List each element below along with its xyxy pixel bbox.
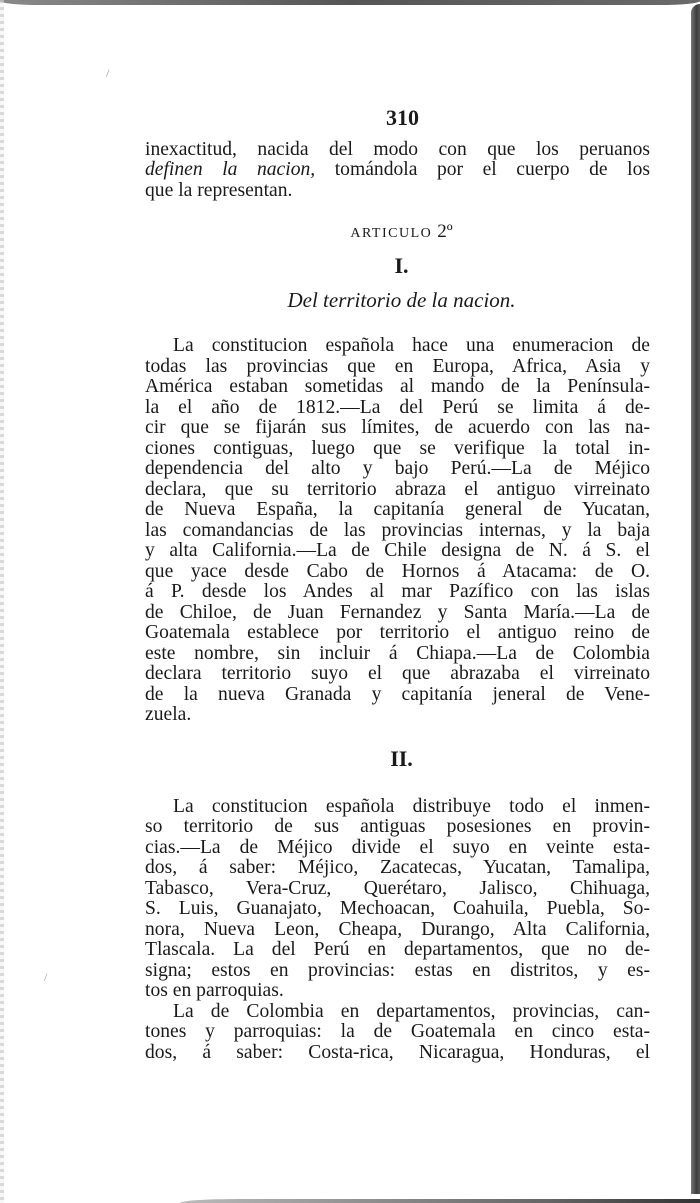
text-line: Tlascala. La del Perú en departamentos, que no de- [145,939,650,960]
scan-top-edge [0,0,700,5]
text-line: las comandancias de las provincias internas, y la baja [145,519,650,541]
intro-paragraph [145,140,650,202]
italic-phrase: definen la nacion, [145,159,316,180]
article-heading: ARTICULO 2º [350,221,453,242]
text-line: la el año de 1812.—La del Perú se limita á de- [145,396,650,418]
text-line: La constitucion española distribuye todo el inmen- [173,795,650,817]
text-line: La constitucion española hace una enumeracion de [173,335,650,356]
scan-right-edge [691,4,700,1194]
text-line: dos, á saber: Costa-rica, Nicaragua, Honduras, el [145,1041,650,1063]
text-line: que yace desde Cabo de Hornos á Atacama: de O. [145,560,650,582]
text-line: definen la nacion, tomándola por el cuerpo de los [145,159,651,180]
pencil-mark: / [106,66,110,80]
text-line: Goatemala establece por territorio el antiguo reino de [145,622,650,643]
text-line: declara territorio suyo el que abrazaba el virreinato [145,663,650,684]
text-line: so territorio de sus antiguas posesiones en provin- [145,816,650,837]
section-title: Del territorio de la nacion. [287,288,516,312]
text-line: América estaban sometidas al mando de la Península- [145,376,650,397]
text-line: tos en parroquias. [145,980,284,1001]
text-line: de Nueva España, la capitanía general de Yucatan, [145,499,650,520]
text-line: dos, á saber: Méjico, Zacatecas, Yucatan, Tamalipa, [145,857,650,878]
text-line: que la representan. [145,179,293,201]
text-line: cir que se fijarán sus límites, de acuerdo con las na- [145,417,650,438]
section-two-paragraph-two [145,1002,650,1064]
text-line: S. Luis, Guanajato, Mechoacan, Coahuila, Puebla, So- [145,898,650,919]
text-line: Tabasco, Vera-Cruz, Querétaro, Jalisco, Chihuaga, [145,877,650,899]
text-line: este nombre, sin incluir á Chiapa.—La de Colombia [145,642,650,664]
text-line: de la nueva Granada y capitanía jeneral de Vene- [145,683,650,705]
text-line: dependencia del alto y bajo Perú.—La de Méjico [145,458,650,479]
section-numeral-one: I. [394,253,409,278]
text-line: inexactitud, nacida del modo con que los peruanos [145,138,650,160]
section-one-paragraph [145,336,650,726]
text-line: y alta California.—La de Chile designa de N. á S. el [145,540,650,561]
scan-left-edge [0,0,4,1203]
text-line: tones y parroquias: la de Goatemala en cinco esta- [145,1021,650,1042]
pencil-mark: / [44,970,48,984]
section-numeral-two: II. [390,745,413,771]
text-line: La de Colombia en departamentos, provincias, can- [173,1000,650,1022]
text-line: cias.—La de Méjico divide el suyo en veinte esta- [145,836,650,858]
book-page [145,105,651,1063]
text-line: zuela. [145,704,192,725]
text-line: nora, Nueva Leon, Cheapa, Durango, Alta California, [145,918,650,940]
text-line: declara, que su territorio abraza el antiguo virreinato [145,478,650,500]
text-line: de Chiloe, de Juan Fernandez y Santa María.—La de [145,601,650,623]
scan-bottom-edge [180,1199,700,1203]
text-line: todas las provincias que en Europa, Africa, Asia y [145,355,650,377]
section-two-paragraph-one [145,797,650,1002]
text-line: ciones contiguas, luego que se verifique la total in- [145,437,650,459]
text-line: á P. desde los Andes al mar Pazífico con las islas [145,581,650,602]
text-line: signa; estos en provincias: estas en distritos, y es- [145,959,650,981]
page-number: 310 [386,105,419,130]
